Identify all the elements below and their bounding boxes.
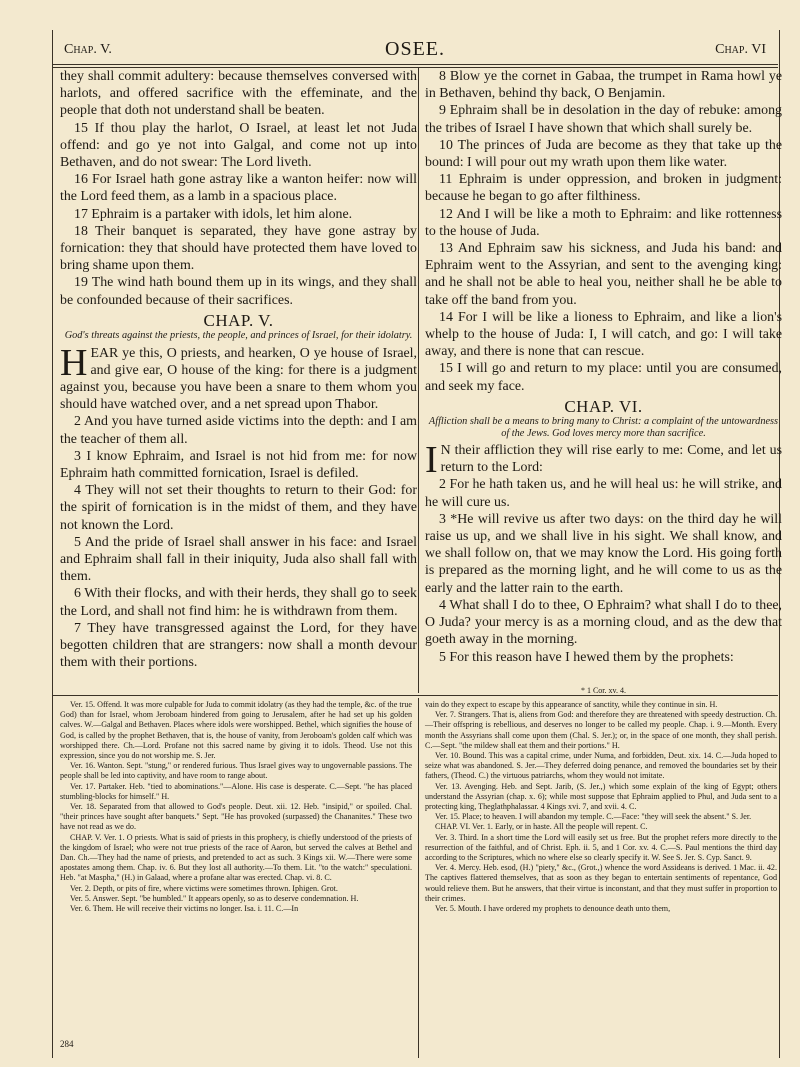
footnote: Ver. 18. Separated from that allowed to God's people. Deut. xii. 12. Heb. "insipid," or spoiled. Chal. "their princes have sought after banquets." Sept. "He has provoked (surpassed) the Chananites." These two have not read as we do. <box>60 802 412 832</box>
footnote-rule <box>52 695 778 696</box>
verse: 10 The princes of Juda are become as they that take up the bound: I will pour out my wrath upon them like water. <box>425 137 782 171</box>
verse: 9 Ephraim shall be in desolation in the day of rebuke: among the tribes of Israel I have shown that which shall surely be. <box>425 103 782 136</box>
footnote: Ver. 5. Mouth. I have ordered my prophets to denounce death unto them, <box>435 904 671 914</box>
verse: 17 Ephraim is a partaker with idols, let him alone. <box>74 206 353 222</box>
footnote: CHAP. VI. Ver. 1. Early, or in haste. All the people will repent. C. <box>435 822 648 832</box>
header-right: Chap. VI <box>715 42 766 57</box>
footnote: Ver. 15. Place; to heaven. I will abandon my temple. C.—Face: "they will seek the absent." S. Jer. <box>435 812 752 822</box>
verse: 7 They have transgressed against the Lord, for they have begotten children that are strangers: now shall a month devour them with their portions. <box>60 620 417 671</box>
verse: 15 I will go and return to my place: until you are consumed, and seek my face. <box>425 361 782 394</box>
chapter-heading: CHAP. VI. <box>564 396 643 416</box>
footnote: Ver. 3. Third. In a short time the Lord will easily set us free. But the prophet refers more directly to the resurrection of the faithful, and of Christ. Eph. ii. 5, and 1 Cor. xv. 4. C.—S. Paul mentions the third day according to the Scriptures, which no where else so clearly specify it. W. See S. Jer. S. Cyp. Sanct. 9. <box>425 832 777 863</box>
left-column <box>60 68 417 671</box>
verse: 4 What shall I do to thee, O Ephraim? what shall I do to thee, O Juda? your mercy is as a morning cloud, and as the dew that goeth away in the morning. <box>425 597 782 648</box>
footnote: Ver. 16. Wanton. Sept. "stung," or rendered furious. Thus Israel gives way to ungovernable passions. The people shall be led into captivity, and have room to range about. <box>60 761 412 781</box>
verse: 3 I know Ephraim, and Israel is not hid from me: for now Ephraim hath committed fornication, Israel is defiled. <box>60 448 417 481</box>
footnote: Ver. 10. Bound. This was a capital crime, under Numa, and forbidden, Deut. xix. 14. C.—Juda hoped to seize what was abandoned. S. Jer.—They deferred doing penance, and removed the boundaries set by their fathers, (Theod. C.) the virtuous patriarchs, whom they would not imitate. <box>425 751 777 781</box>
verse: 19 The wind hath bound them up in its wings, and they shall be confounded because of their sacrifices. <box>60 275 417 308</box>
chapter-heading: CHAP. V. <box>203 310 274 330</box>
opening-text: N their affliction they will rise early to me: Come, and let us return to the Lord: <box>440 443 782 476</box>
verse: 2 For he hath taken us, and he will heal us: he will strike, and he will cure us. <box>425 477 782 510</box>
page-number: 284 <box>60 1039 74 1049</box>
verse: 4 They will not set their thoughts to return to their God: for the spirit of fornication is in the midst of them, and they have not known the Lord. <box>60 483 417 533</box>
verse: 2 And you have turned aside victims into the depth: and I am the teacher of them all. <box>60 414 417 447</box>
footnote: Ver. 4. Mercy. Heb. esod, (H.) "piety," &c., (Grot.,) whence the word Assideans is derived. 1 Mac. ii. 42. The captives flattered themselves, that as soon as they began to entertain sentiments of repentance, God would relieve them. But he answers, that their virtue is inconstant, and that they must suffer in proportion to their crimes. <box>425 863 777 903</box>
running-header <box>60 32 770 62</box>
column-separator <box>418 68 419 693</box>
chapter-summary: Affliction shall be a means to bring many to Christ: a complaint of the untowardness of the Jews. God loves mercy more than sacrifice. <box>428 416 779 439</box>
footnote: Ver. 17. Partaker. Heb. "tied to abominations."—Alone. His case is desperate. C.—Sept. "he has placed stumbling-blocks for himself." H. <box>60 781 412 801</box>
verse: 5 For this reason have I hewed them by the prophets: <box>439 649 734 665</box>
footnote: Ver. 2. Depth, or pits of fire, where victims were sometimes thrown. Iphigen. Grot. <box>70 883 338 893</box>
footnote: Ver. 6. Them. He will receive their victims no longer. Isa. i. 11. C.—In <box>70 904 299 914</box>
verse: 3 *He will revive us after two days: on the third day he will raise us up, and we shall live in his sight. We shall know, and we shall follow on, that we may know the Lord. His going forth is prepared as the morning light, and he will come to us as the early and the latter rain to the earth. <box>425 511 782 596</box>
footnote: Ver. 5. Answer. Sept. "be humbled." It appears openly, so as to deserve condemnation. H. <box>70 893 359 903</box>
footnote: Ver. 15. Offend. It was more culpable for Juda to commit idolatry (as they had the temple, &c. of the true God) than for Israel, whom Jeroboam hindered from going to Jerusalem, after he had set up his golden calves. W.—Galgal and Bethaven. Places where idols were worshipped. Bethel, which signifies the house of God, is called by the prophet Bethaven, that is, the house of vanity, from Jeroboam's golden calf which was worshipped there. Ch.—Lord. Profane not this sacred name by giving it to idols. Theod. Use not this expression, since you do not worship me. S. Jer. <box>60 700 412 761</box>
footnote: Ver. 13. Avenging. Heb. and Sept. Jarib, (S. Jer.,) which some explain of the king of Egypt; others understand the Assyrian (chap. x. 6); while most suppose that Ephraim applied to Phul, and Juda sent to a protecting king, Theglathphalassar. 4 Kings xvi. 7, and xvii. 4. C. <box>425 781 777 812</box>
verse: 13 And Ephraim saw his sickness, and Juda his band: and Ephraim went to the Assyrian, and sent to the avenging king: and he shall not be able to heal you, neither shall he be able to take off the band from you. <box>425 241 782 308</box>
verse: 5 And the pride of Israel shall answer in his face: and Israel and Ephraim shall fall in their iniquity, Juda also shall fall with them. <box>60 534 417 585</box>
drop-cap: I <box>425 439 438 482</box>
verse: 14 For I will be like a lioness to Ephraim, and like a lion's whelp to the house of Juda: I, I will catch, and go: I will take away, and there is none that can rescue. <box>425 309 782 360</box>
footnotes-left <box>60 700 412 914</box>
footnote-reference: * 1 Cor. xv. 4. <box>580 686 627 695</box>
opening-text: EAR ye this, O priests, and hearken, O ye house of Israel, and give ear, O house of the king: for there is a judgment against you, because you have been a snare to them whom you should have watched over, and a net spread upon Thabor. <box>60 345 417 413</box>
footnotes-right <box>425 700 777 914</box>
drop-cap: H <box>60 341 88 384</box>
footnote: vain do they expect to escape by this appearance of sanctity, while they continue in sin. H. <box>425 700 718 709</box>
header-title: OSEE. <box>385 38 445 60</box>
verse: 12 And I will be like a moth to Ephraim: and like rottenness to the house of Juda. <box>425 206 782 239</box>
verse: 16 For Israel hath gone astray like a wanton heifer: now will the Lord feed them, as a lamb in a spacious place. <box>60 172 417 205</box>
chapter-opening-verse <box>425 439 782 482</box>
verse: 8 Blow ye the cornet in Gabaa, the trumpet in Rama howl ye in Bethaven, behind thy back, O Benjamin. <box>425 69 782 102</box>
verse: 11 Ephraim is under oppression, and broken in judgment: because he began to go after filthiness. <box>425 172 782 205</box>
chapter-summary: God's threats against the priests, the people, and princes of Israel, for their idolatry. <box>64 330 413 342</box>
right-column <box>425 68 782 666</box>
verse: 18 Their banquet is separated, they have gone astray by fornication: they that should have protected them have loved to bring shame upon them. <box>60 223 417 274</box>
verse: 6 With their flocks, and with their herds, they shall go to seek the Lord, and shall not find him: he is withdrawn from them. <box>60 586 417 619</box>
verse: 15 If thou play the harlot, O Israel, at least let not Juda offend: and go ye not into Galgal, and come not up into Bethaven, and do not swear: The Lord liveth. <box>60 120 417 171</box>
chapter-opening-verse <box>60 341 417 414</box>
header-rule <box>52 64 778 65</box>
footnote: Ver. 7. Strangers. That is, aliens from God: and therefore they are threatened with speedy destruction. Ch.—Their offspring is rebellious, and deserves no longer to be called my people. Chap. i. 9.—Month. Every month the Assyrians shall come upon them (Chal. S. Jer.); or, in the space of one month, they shall perish. C.—Sept. "the mildew shall eat them and their portions." H. <box>425 710 777 750</box>
header-left: Chap. V. <box>64 42 112 57</box>
footnote-column-separator <box>418 698 419 1058</box>
footnote: CHAP. V. Ver. 1. O priests. What is said of priests in this prophecy, is chiefly understood of the priests of the kingdom of Israel; who were not true priests of the race of Aaron, but served the calves at Bethel and Dan. Ch.—They had the name of priests, and pretended to act as such. 3 Kings xii. W.—There were some apostates among them. Chap. iv. 6. But they lost all authority.—To them. Lit. "to the watch:" speculationi. Heb. "at Maspha," (H.) in Galaad, where a profane altar was erected. Chap. vi. 8. C. <box>60 832 412 883</box>
verse: they shall commit adultery: because themselves conversed with harlots, and offered sacrifice with the effeminate, and the people that doth not understand shall be beaten. <box>60 69 417 119</box>
